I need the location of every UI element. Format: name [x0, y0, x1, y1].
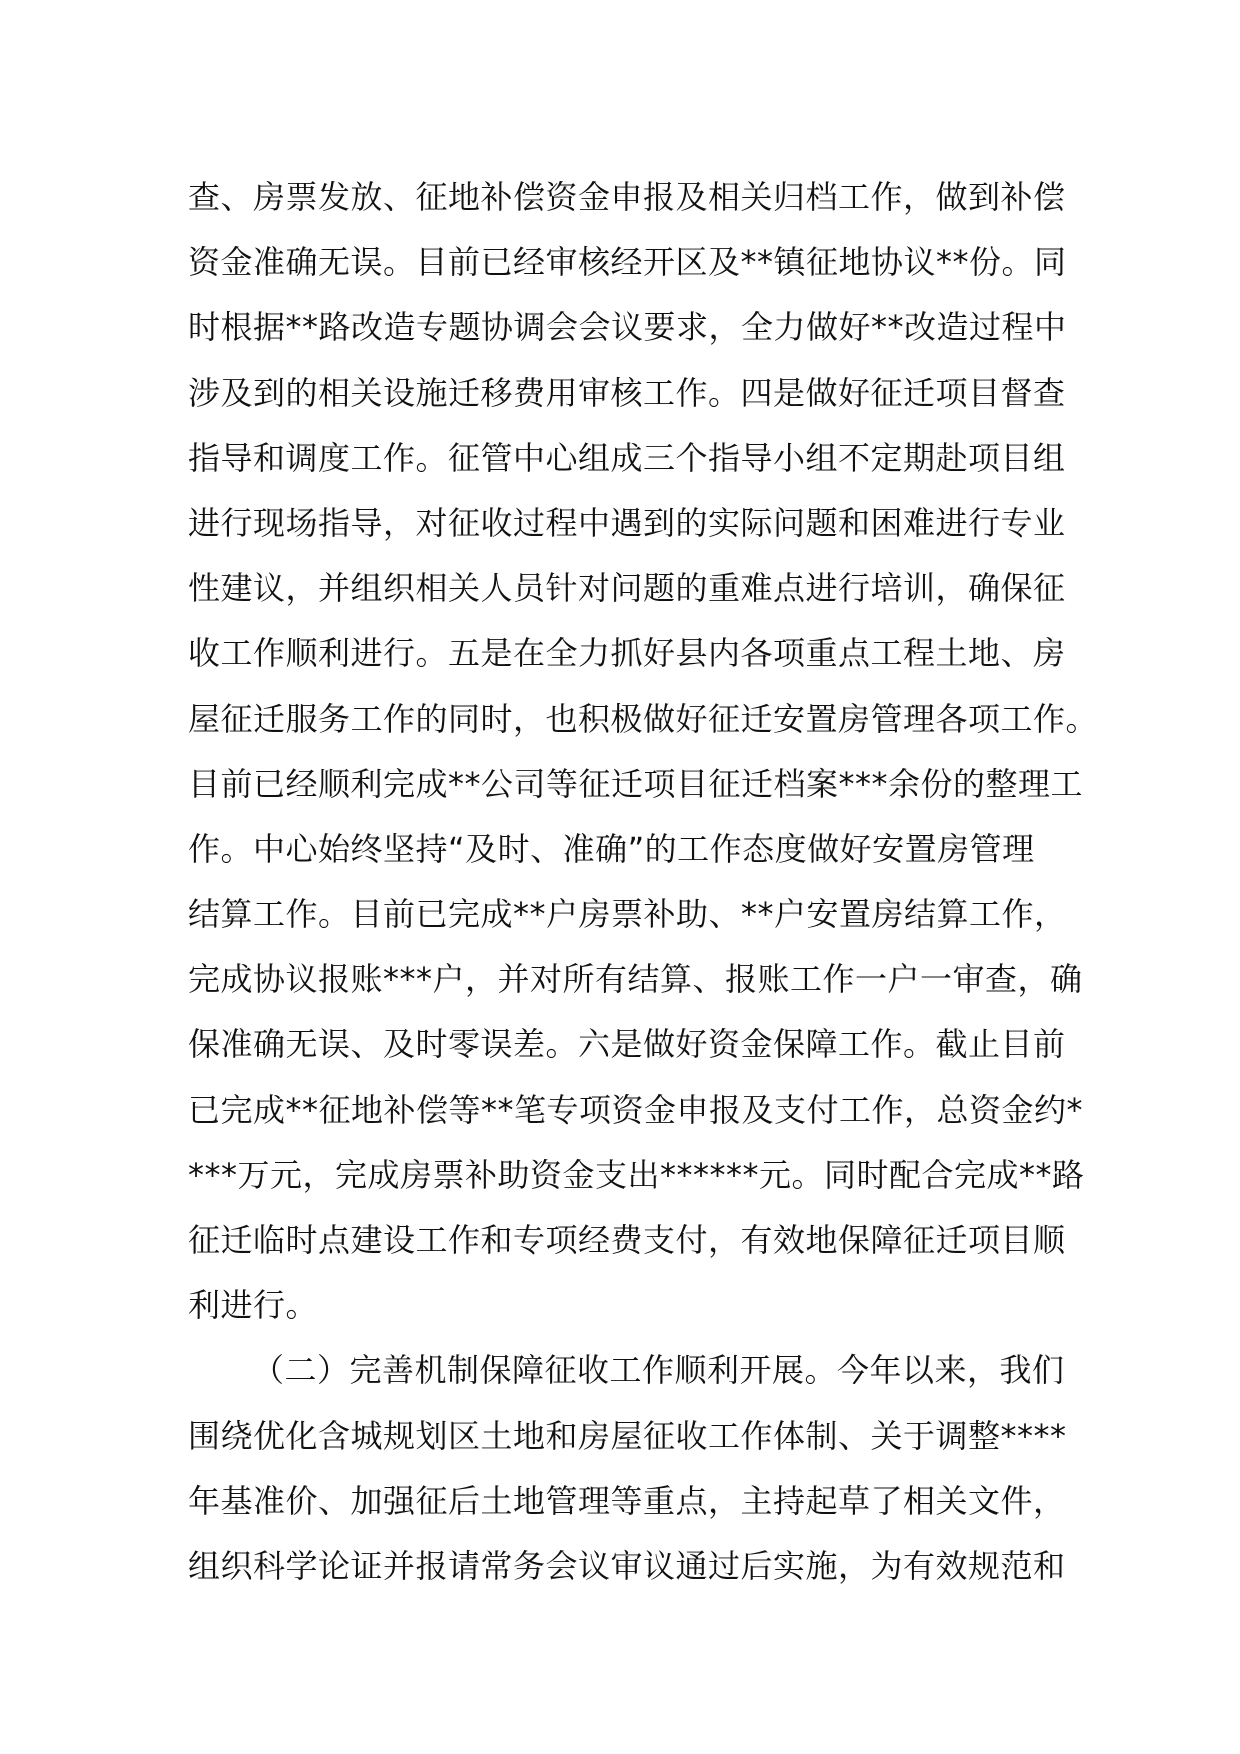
text-line: 围绕优化含城规划区土地和房屋征收工作体制、关于调整**** — [188, 1416, 1067, 1455]
text-line: 征迁临时点建设工作和专项经费支付，有效地保障征迁项目顺 — [188, 1221, 1066, 1259]
text-line: 时根据**路改造专题协调会会议要求，全力做好**改造过程中 — [188, 308, 1067, 347]
text-line: 完成协议报账***户，并对所有结算、报账工作一户一审查，确 — [188, 960, 1083, 999]
text-line: ***万元，完成房票补助资金支出******元。同时配合完成**路 — [188, 1155, 1085, 1194]
text-line: 保准确无误、及时零误差。六是做好资金保障工作。截止目前 — [188, 1025, 1066, 1064]
text-line: 收工作顺利进行。五是在全力抓好县内各项重点工程土地、房 — [188, 634, 1066, 673]
text-line: 性建议，并组织相关人员针对问题的重难点进行培训，确保征 — [188, 569, 1066, 608]
text-line: 进行现场指导，对征收过程中遇到的实际问题和困难进行专业 — [188, 503, 1066, 542]
text-line: 屋征迁服务工作的同时，也积极做好征迁安置房管理各项工作。 — [188, 699, 1099, 738]
text-line: 查、房票发放、征地补偿资金申报及相关归档工作，做到补偿 — [188, 178, 1066, 216]
text-line: 资金准确无误。目前已经审核经开区及**镇征地协议**份。同 — [188, 243, 1067, 282]
text-line: 已完成**征地补偿等**笔专项资金申报及支付工作，总资金约* — [188, 1090, 1084, 1129]
text-line: 年基准价、加强征后土地管理等重点，主持起草了相关文件， — [188, 1481, 1066, 1520]
text-line: 目前已经顺利完成**公司等征迁项目征迁档案***余份的整理工 — [188, 764, 1084, 803]
text-line: 组织科学论证并报请常务会议审议通过后实施，为有效规范和 — [188, 1546, 1066, 1585]
section-heading-line: （二）完善机制保障征收工作顺利开展。今年以来，我们 — [252, 1351, 1065, 1390]
text-line: 涉及到的相关设施迁移费用审核工作。四是做好征迁项目督查 — [188, 373, 1066, 412]
text-line: 结算工作。目前已完成**户房票补助、**户安置房结算工作， — [188, 895, 1067, 934]
text-line: 作。中心始终坚持“及时、准确”的工作态度做好安置房管理 — [188, 829, 1035, 868]
body-text — [188, 165, 1099, 1599]
text-line: 指导和调度工作。征管中心组成三个指导小组不定期赴项目组 — [188, 438, 1066, 477]
text-line: 利进行。 — [188, 1286, 319, 1325]
